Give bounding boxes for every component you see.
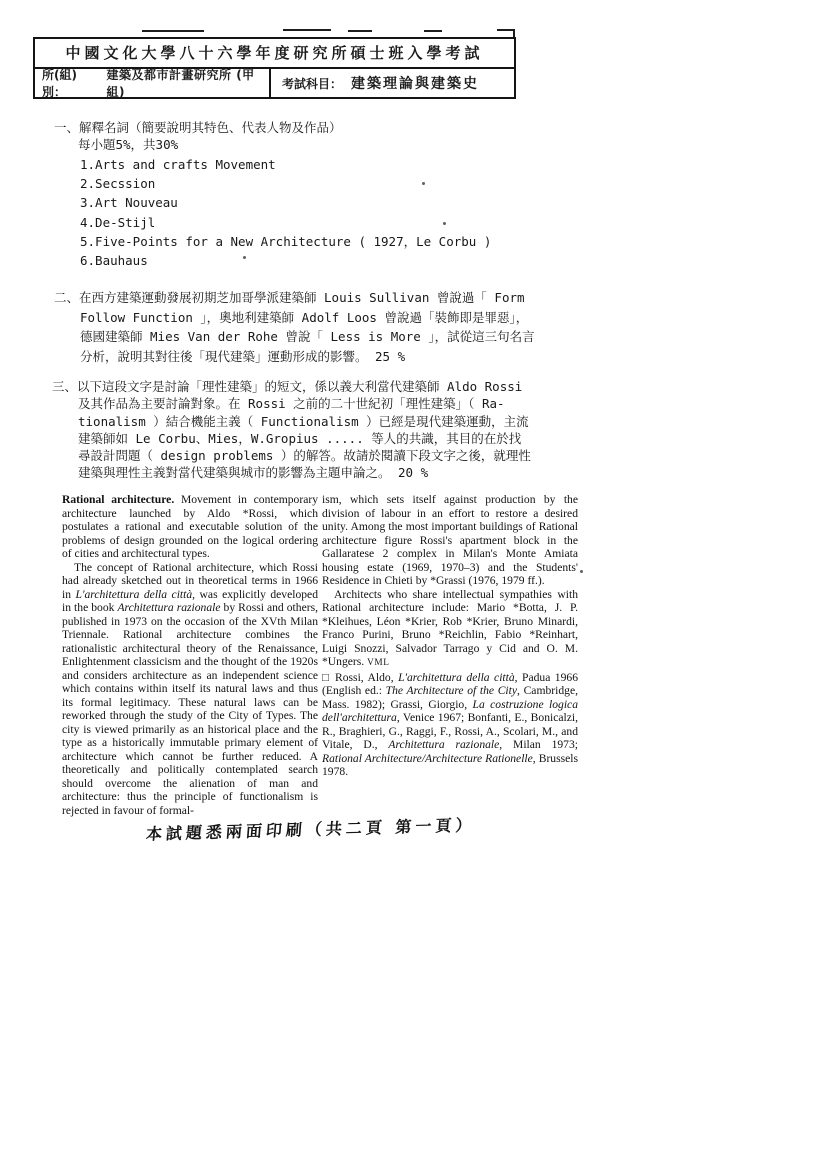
- text-run: L'architettura della città: [398, 670, 515, 684]
- term-item: 3.Art Nouveau: [80, 195, 178, 211]
- subject-value: 建築理論與建築史: [351, 76, 480, 92]
- term-item: 1.Arts and crafts Movement: [80, 157, 276, 172]
- question-2-line: Follow Function 」，奧地利建築師 Adolf Loos 曾說過「裝飾即是罪惡」，: [80, 309, 529, 325]
- excerpt-bibliography: [322, 671, 578, 779]
- question-1: [54, 119, 491, 270]
- text-run: □ Rossi, Aldo,: [322, 670, 399, 684]
- exam-header-table: [33, 37, 516, 99]
- excerpt-paragraph: [62, 561, 318, 818]
- text-run: The concept of Rational architecture, which Rossi had already sketched out in theoretical terms in 1966 in: [62, 560, 318, 601]
- excerpt-paragraph: [62, 493, 318, 561]
- excerpt-paragraph: [322, 493, 578, 588]
- exam-header-row: [35, 69, 514, 97]
- text-run: Architettura razionale: [388, 738, 500, 751]
- excerpt-paragraph: [322, 588, 578, 671]
- excerpt-left-column: [62, 493, 318, 817]
- text-run: , Padua 1966 (English ed.:: [322, 670, 578, 697]
- text-run: La costruzione logica dell'architettura: [322, 697, 578, 724]
- text-run: Architettura razionale: [117, 601, 221, 614]
- text-run: Rational architecture.: [62, 493, 175, 506]
- text-run: , was explicitly developed in the book: [62, 587, 318, 614]
- text-run: by Rossi and others, published in 1973 on the occasion of the XVth Milan Triennale. Rational architecture combines the rationalistic architectural theory of the Renaissance, Enlightenment classicism and the thought of the 1920s and considers architecture as an independent science which contains within itself its natural laws and thus its formal legitimacy. These natural laws can be reworked through the study of the City of Types. The city is viewed primarily as an historical place and the type as a historically immutable primary element of architecture which cannot be further reduced. A theoretically and politically contemplated search should overcome the alienation of man and architecture: thus the principle of functionalism is rejected in favour of formal-: [62, 601, 318, 817]
- question-3-line: tionalism ）結合機能主義（ Functionalism ）已經是現代建築運動，主流: [78, 413, 529, 429]
- text-run: ism, which sets itself against production by the division of labour in an effort to restore a desired unity. Among the most important buildings of Rational architecture figure Rossi's apartment block in the Gallaratese 2 complex in Milan's Monte Amiata housing estate (1969, 1970–3) and the Students' Residence in Chieti by *Grassi (1976, 1979 ff.).: [322, 493, 578, 587]
- text-run: , Brussels 1978.: [322, 751, 579, 778]
- department-cell: [35, 69, 271, 97]
- question-3-line: 尋設計問題（ design problems ）的解答。故請於閱讀下段文字之後，就理性: [78, 448, 531, 464]
- subject-cell: [271, 69, 514, 97]
- subject-label: 考試科目：: [282, 76, 343, 91]
- question-3: [52, 378, 531, 482]
- question-2: [54, 288, 535, 366]
- text-run: Movement in contemporary architecture launched by Aldo *Rossi, which postulates a rational and executable solution of the problems of design grounded on the logical ordering of cities and architectural types.: [62, 493, 319, 560]
- text-run: , Venice 1967; Bonfanti, E., Bonicalzi, R., Braghieri, G., Raggi, F., Rossi, A., Scolari, M., and Vitale, D.,: [322, 711, 578, 751]
- term-item: 6.Bauhaus: [80, 253, 148, 269]
- term-item: 5.Five-Points for a New Architecture ( 1927，Le Corbu ): [80, 233, 492, 249]
- question-3-line: 建築師如 Le Corbu、Mies，W.Gropius ..... 等人的共識，其目的在於找: [78, 430, 522, 446]
- exam-title: 中國文化大學八十六學年度研究所碩士班入學考試: [35, 39, 514, 69]
- question-2-line: 二、在西方建築運動發展初期芝加哥學派建築師 Louis Sullivan 曾說過「 Form: [54, 290, 525, 305]
- term-item: 2.Secssion: [80, 176, 156, 192]
- question-3-line: 及其作品為主要討論對象。在 Rossi 之前的二十世紀初「理性建築」（ Ra-: [78, 396, 505, 412]
- handwritten-page-note: 本試題悉兩面印刷（共二頁 第一頁）: [145, 815, 477, 844]
- question-2-line: 分析，說明其對往後「現代建築」運動形成的影響。 25 %: [80, 348, 406, 364]
- department-label: 所(組)別：: [42, 68, 77, 99]
- scan-artifact: [142, 30, 204, 32]
- question-1-term-list: [54, 155, 491, 270]
- department-value: 建築及都市計畫研究所 (甲組): [106, 68, 255, 99]
- question-3-line: 建築與理性主義對當代建築與城市的影響為主題申論之。 20 %: [78, 465, 429, 481]
- question-1-points: 每小題5%，共30%: [78, 137, 179, 152]
- question-1-heading: 一、解釋名詞（簡要說明其特色、代表人物及作品）: [54, 120, 342, 135]
- text-run: , Cambridge, Mass. 1982); Grassi, Giorgio,: [322, 684, 578, 711]
- text-run: VML: [367, 658, 390, 668]
- scan-artifact: [348, 30, 372, 32]
- scan-artifact: [283, 29, 331, 31]
- question-2-line: 德國建築師 Mies Van der Rohe 曾說「 Less is More 」，試從這三句名言: [80, 329, 535, 344]
- text-run: Rational Architecture/Architecture Rationelle: [322, 751, 533, 765]
- excerpt-right-column: [322, 493, 578, 779]
- scan-artifact: [424, 30, 442, 32]
- term-item: 4.De-Stijl: [80, 214, 156, 230]
- text-run: The Architecture of the City: [385, 684, 518, 697]
- scan-speck: [580, 570, 583, 573]
- text-run: , Milan 1973;: [499, 738, 578, 751]
- question-3-line: 三、以下這段文字是討論「理性建築」的短文，係以義大利當代建築師 Aldo Rossi: [52, 379, 523, 394]
- text-run: Architects who share intellectual sympathies with Rational architecture include: Mario *Botta, J. P. *Kleihues, Léon *Krier, Rob *Krier, Bruno Minardi, Franco Purini, Bruno *Reichlin, Fabio *Reinhart, Luigi Snozzi, Salvador Tarrago y Cid and O. M. *Ungers.: [322, 587, 578, 668]
- text-run: L'architettura della città: [75, 587, 193, 601]
